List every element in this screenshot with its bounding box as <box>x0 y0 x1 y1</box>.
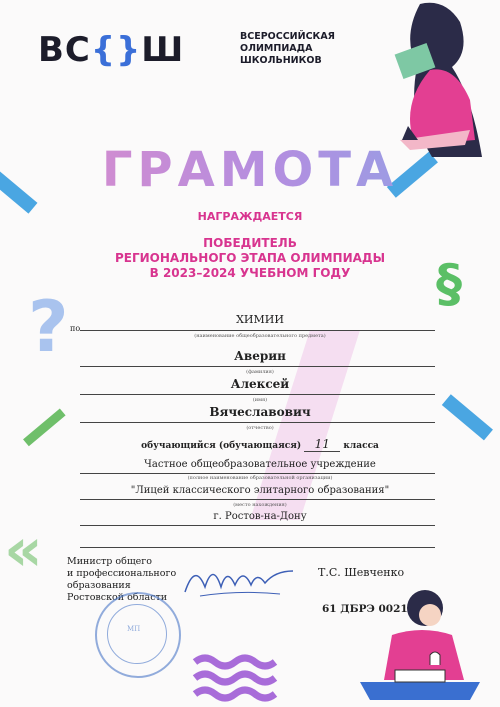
purple-wave-lines <box>195 658 275 698</box>
green-dash-left <box>23 409 66 447</box>
blue-dash-right-lower <box>442 394 493 440</box>
logo-line: ВСЕРОССИЙСКАЯ <box>240 31 335 42</box>
logo-line: ШКОЛЬНИКОВ <box>240 55 322 66</box>
patronymic-line <box>80 422 435 423</box>
chevrons-decor: « <box>4 515 25 585</box>
winner-line: ПОБЕДИТЕЛЬ <box>203 236 297 250</box>
ministry-line: и профессионального <box>67 568 177 579</box>
winner-line: РЕГИОНАЛЬНОГО ЭТАПА ОЛИМПИАДЫ <box>114 251 386 265</box>
first-name-value: Алексей <box>230 377 290 391</box>
org-line-1: Частное общеобразовательное учреждение <box>144 459 376 470</box>
first-name-line <box>80 394 435 395</box>
logo-wordmark <box>240 31 335 67</box>
subject-caption: (наименование общеобразовательного предмета) <box>194 333 326 339</box>
stamp-inner-ring <box>107 604 167 664</box>
patronymic-value: Вячеславович <box>209 405 311 419</box>
section-sign-decor: § <box>436 254 462 314</box>
handwritten-signature <box>180 552 300 602</box>
first-name-caption: (имя) <box>252 397 268 403</box>
logo-mark-right: Ш <box>141 30 185 70</box>
patronymic-caption: (отчество) <box>246 425 274 431</box>
logo-mark-left: ВС <box>38 30 91 70</box>
org-line-1-rule <box>80 473 435 474</box>
student-grade-row <box>80 437 440 452</box>
logo-line: ОЛИМПИАДА <box>240 43 313 54</box>
grade-suffix: класса <box>343 441 379 451</box>
org-line-2-rule <box>80 499 435 500</box>
surname-value: Аверин <box>234 349 286 363</box>
ministry-line: Министр общего <box>67 556 152 567</box>
subject-line <box>80 330 435 331</box>
blank-rule <box>80 547 435 548</box>
org-line-2: "Лицей классического элитарного образования" <box>130 485 390 496</box>
surname-caption: (фамилия) <box>246 369 274 375</box>
student-label: обучающийся (обучающаяся) <box>141 441 302 451</box>
official-stamp <box>95 592 181 678</box>
vsosh-logo <box>38 30 184 70</box>
ministry-line: образования <box>67 580 131 591</box>
ministry-line: Ростовской области <box>67 592 168 603</box>
city-value: г. Ростов-на-Дону <box>213 511 307 522</box>
city-caption: (место нахождения) <box>233 502 287 508</box>
awarded-heading: НАГРАЖДАЕТСЯ <box>197 210 303 223</box>
winner-line: В 2023–2024 УЧЕБНОМ ГОДУ <box>149 266 351 280</box>
city-rule <box>80 525 435 526</box>
girl-reading-illustration <box>395 3 482 157</box>
stamp-label: МП <box>127 625 141 633</box>
serial-number: 61 ДБРЭ 0021 <box>322 603 408 615</box>
signatory-name: Т.С. Шевченко <box>318 566 405 579</box>
certificate-title: ГРАМОТА <box>0 142 500 198</box>
org-caption: (полное наименование образовательной организации) <box>187 475 333 481</box>
winner-heading <box>0 236 500 281</box>
subject-value: ХИМИИ <box>236 313 284 326</box>
surname-line <box>80 366 435 367</box>
subject-prefix: по <box>70 324 81 333</box>
grade-value: 11 <box>304 437 340 452</box>
question-mark-decor: ? <box>28 286 69 368</box>
logo-mark-brackets: {} <box>90 30 142 70</box>
